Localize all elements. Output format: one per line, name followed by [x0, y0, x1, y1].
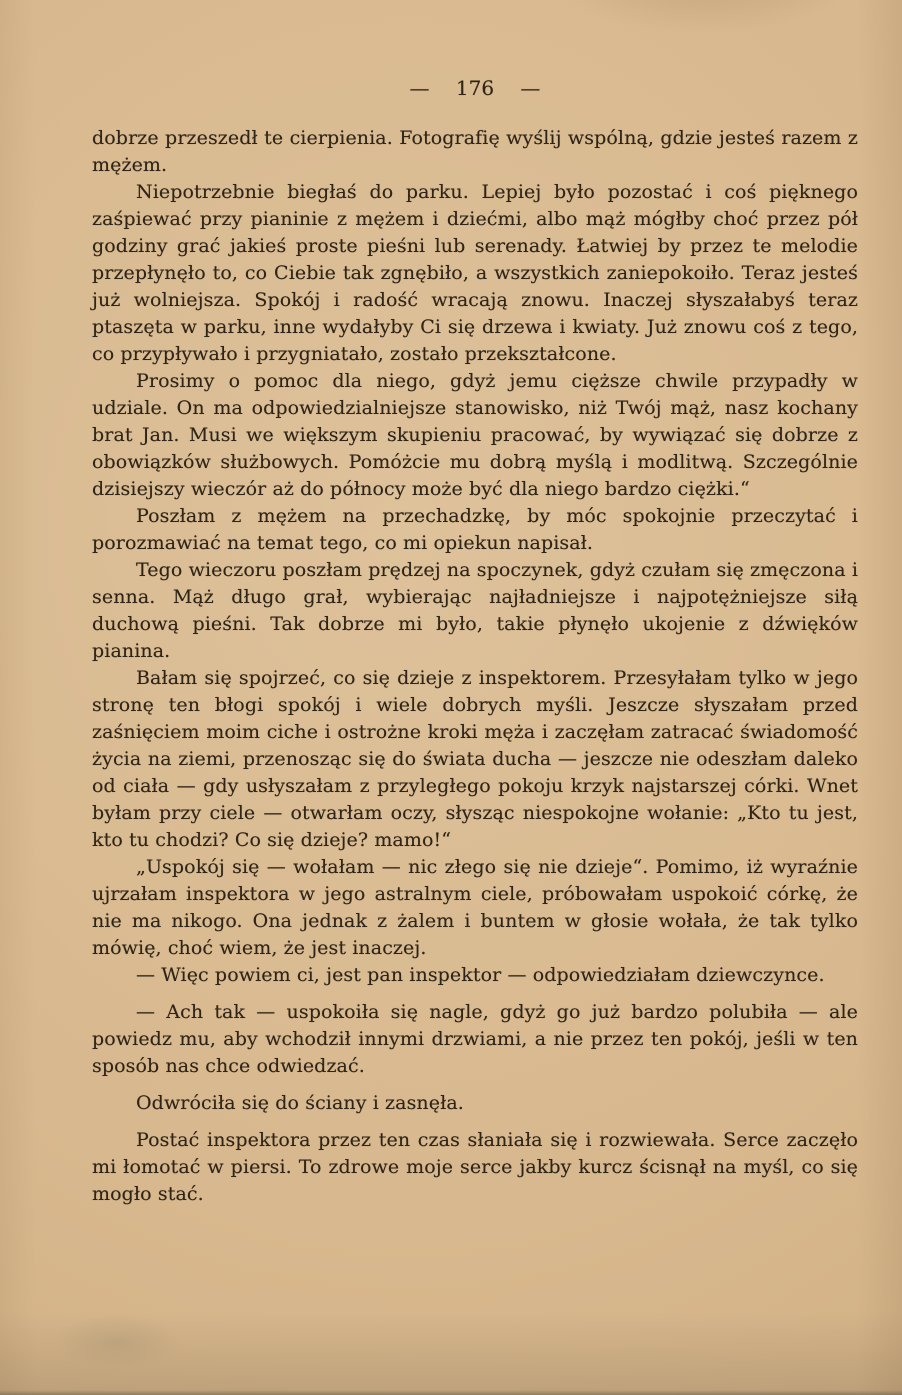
paragraph: Odwróciła się do ściany i zasnęła.: [136, 1092, 464, 1114]
paragraph: Poszłam z mężem na przechadzkę, by móc spokojnie przeczytać i porozmawiać na temat tego, co mi opiekun napisał.: [92, 505, 858, 554]
page-bottom-shadow: [0, 1390, 902, 1395]
paragraph: Tego wieczoru poszłam prędzej na spoczynek, gdyż czułam się zmęczona i senna. Mąż długo grał, wybierając najładniejsze i najpotężniejsze siłą duchową pieśni. Tak dobrze mi było, takie płynęło ukojenie z dźwięków pianina.: [92, 559, 858, 662]
page-number: — 176 —: [409, 76, 541, 100]
paragraph: — Więc powiem ci, jest pan inspektor — odpowiedziałam dziewczynce.: [136, 964, 825, 986]
paragraph: Prosimy o pomoc dla niego, gdyż jemu cięższe chwile przypadły w udziale. On ma odpowiedzialniejsze stanowisko, niż Twój mąż, nasz kochany brat Jan. Musi we większym skupieniu pracować, by wywiązać się dobrze z obowiązków służbowych. Pomóżcie mu dobrą myślą i modlitwą. Szczególnie dzisiejszy wieczór aż do północy może być dla niego bardzo ciężki.“: [92, 370, 858, 500]
paragraph: Niepotrzebnie biegłaś do parku. Lepiej było pozostać i coś pięknego zaśpiewać przy pianinie z mężem i dziećmi, albo mąż mógłby choć przez pół godziny grać jakieś proste pieśni lub serenady. Łatwiej by przez te melodie przepłynęło to, co Ciebie tak zgnębiło, a wszystkich zaniepokoiło. Teraz jesteś już wolniejsza. Spokój i radość wracają znowu. Inaczej słyszałabyś teraz ptaszęta w parku, inne wydałyby Ci się drzewa i kwiaty. Już znowu coś z tego, co przypływało i przygniatało, zostało przekształcone.: [92, 181, 858, 365]
paragraph: Postać inspektora przez ten czas słaniała się i rozwiewała. Serce zaczęło mi łomotać w piersi. To zdrowe moje serce jakby kurcz ścisnął na myśl, co się mogło stać.: [92, 1129, 858, 1205]
page-content: [92, 0, 858, 1208]
paragraph: — Ach tak — uspokoiła się nagle, gdyż go już bardzo polubiła — ale powiedz mu, aby wchodził innymi drzwiami, a nie przez ten pokój, jeśli w ten sposób nas chce odwiedzać.: [92, 1001, 858, 1077]
paragraph: Bałam się spojrzeć, co się dzieje z inspektorem. Przesyłałam tylko w jego stronę ten błogi spokój i wiele dobrych myśli. Jeszcze słyszałam przed zaśnięciem moim ciche i ostrożne kroki męża i zaczęłam zatracać świadomość życia na ziemi, przenosząc się do świata ducha — jeszcze nie odeszłam daleko od ciała — gdy usłyszałam z przyległego pokoju krzyk najstarszej córki. Wnet byłam przy ciele — otwarłam oczy, słysząc niespokojne wołanie: „Kto tu jest, kto tu chodzi? Co się dzieje? mamo!“: [92, 667, 858, 851]
paragraph: „Uspokój się — wołałam — nic złego się nie dzieje“. Pomimo, iż wyraźnie ujrzałam inspektora w jego astralnym ciele, próbowałam uspokoić córkę, że nie ma nikogo. Ona jednak z żalem i buntem w głosie wołała, że tak tylko mówię, choć wiem, że jest inaczej.: [92, 856, 858, 959]
paragraph: dobrze przeszedł te cierpienia. Fotografię wyślij wspólną, gdzie jesteś razem z mężem.: [92, 127, 858, 176]
text-block: [92, 125, 858, 1208]
